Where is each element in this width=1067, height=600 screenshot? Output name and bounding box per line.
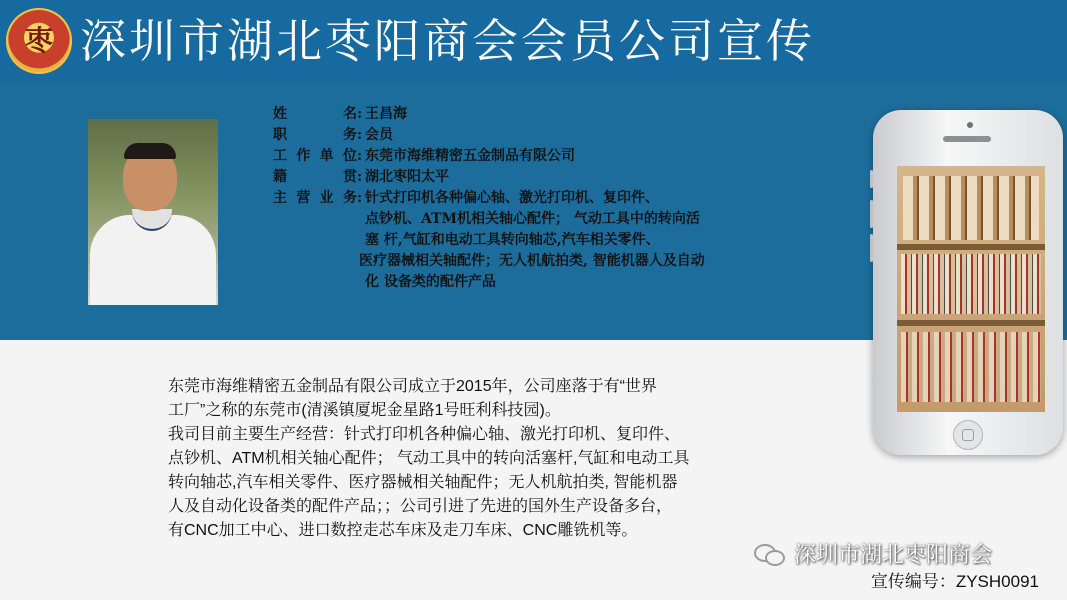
watermark-text: 深圳市湖北枣阳商会 bbox=[794, 541, 993, 567]
business-line: 点钞机、ATM机相关轴心配件； 气动工具中的转向活 bbox=[365, 211, 700, 227]
origin-label: 籍 贯 bbox=[273, 169, 357, 185]
member-info bbox=[273, 104, 820, 293]
phone-side-button bbox=[870, 200, 873, 228]
page-title: 深圳市湖北枣阳商会会员公司宣传 bbox=[80, 14, 815, 68]
info-row-company bbox=[273, 146, 820, 167]
photo-hair bbox=[124, 143, 176, 159]
phone-camera bbox=[967, 122, 973, 128]
info-row-position bbox=[273, 125, 820, 146]
business-label: 主营业务 bbox=[273, 190, 357, 206]
wechat-icon bbox=[754, 542, 784, 564]
business-line: 针式打印机各种偏心轴、激光打印机、复印件、 bbox=[365, 190, 659, 206]
info-row-origin bbox=[273, 167, 820, 188]
origin-value: 湖北枣阳太平 bbox=[365, 169, 449, 185]
business-text-cont bbox=[359, 209, 820, 293]
wechat-watermark bbox=[754, 539, 992, 567]
name-colon: : bbox=[357, 106, 363, 122]
description-line: 转向轴芯,汽车相关零件、医疗器械相关轴配件；无人机航拍类, 智能机器 bbox=[168, 474, 678, 491]
phone-speaker bbox=[943, 136, 991, 142]
description-line: 工厂”之称的东莞市(清溪镇厦坭金星路1号旺利科技园)。 bbox=[168, 402, 561, 419]
business-line: 塞 杆,气缸和电动工具转向轴芯,汽车相关零件、 bbox=[365, 232, 660, 248]
business-colon: : bbox=[357, 190, 363, 206]
company-description bbox=[168, 375, 848, 543]
member-photo bbox=[88, 119, 218, 305]
description-line: 有CNC加工中心、进口数控走芯车床及走刀车床、CNC雕铣机等。 bbox=[168, 522, 638, 539]
phone-screen-tools-image bbox=[897, 166, 1045, 412]
tools-rack-bottom bbox=[901, 332, 1041, 402]
tools-rack-top bbox=[903, 176, 1039, 240]
phone-home-button bbox=[953, 420, 983, 450]
shelf bbox=[897, 244, 1045, 250]
shelf bbox=[897, 320, 1045, 326]
origin-colon: : bbox=[357, 169, 363, 185]
promo-code: 宣传编号：ZYSH0091 bbox=[870, 572, 1039, 591]
logo-glyph: 枣 bbox=[24, 24, 53, 57]
header-bar bbox=[0, 0, 1067, 82]
description-line: 东莞市海维精密五金制品有限公司成立于2015年，公司座落于有“世界 bbox=[168, 378, 657, 395]
business-text bbox=[365, 188, 820, 209]
info-row-name bbox=[273, 104, 820, 125]
chamber-logo bbox=[6, 8, 72, 74]
tools-rack-middle bbox=[901, 254, 1041, 314]
phone-side-button bbox=[870, 170, 873, 188]
description-line: 点钞机、ATM机相关轴心配件； 气动工具中的转向活塞杆,气缸和电动工具 bbox=[168, 450, 690, 467]
phone-illustration bbox=[873, 110, 1063, 455]
company-value: 东莞市海维精密五金制品有限公司 bbox=[365, 148, 575, 164]
position-colon: : bbox=[357, 127, 363, 143]
phone-side-button bbox=[870, 234, 873, 262]
name-value: 王昌海 bbox=[365, 106, 407, 122]
position-value: 会员 bbox=[365, 127, 393, 143]
company-colon: : bbox=[357, 148, 363, 164]
business-line: 化 设备类的配件产品 bbox=[365, 274, 496, 290]
description-line: 人及自动化设备类的配件产品；；公司引进了先进的国外生产设备多台， bbox=[168, 498, 673, 515]
info-row-business bbox=[273, 188, 820, 209]
company-label: 工作单位 bbox=[273, 148, 357, 164]
description-line: 我司目前主要生产经营：针式打印机各种偏心轴、激光打印机、复印件、 bbox=[168, 426, 681, 443]
name-label: 姓 名 bbox=[273, 106, 357, 122]
info-row-business-cont bbox=[273, 209, 820, 293]
position-label: 职 务 bbox=[273, 127, 357, 143]
business-line: 医疗器械相关轴配件；无人机航拍类, 智能机器人及自动 bbox=[359, 253, 705, 269]
